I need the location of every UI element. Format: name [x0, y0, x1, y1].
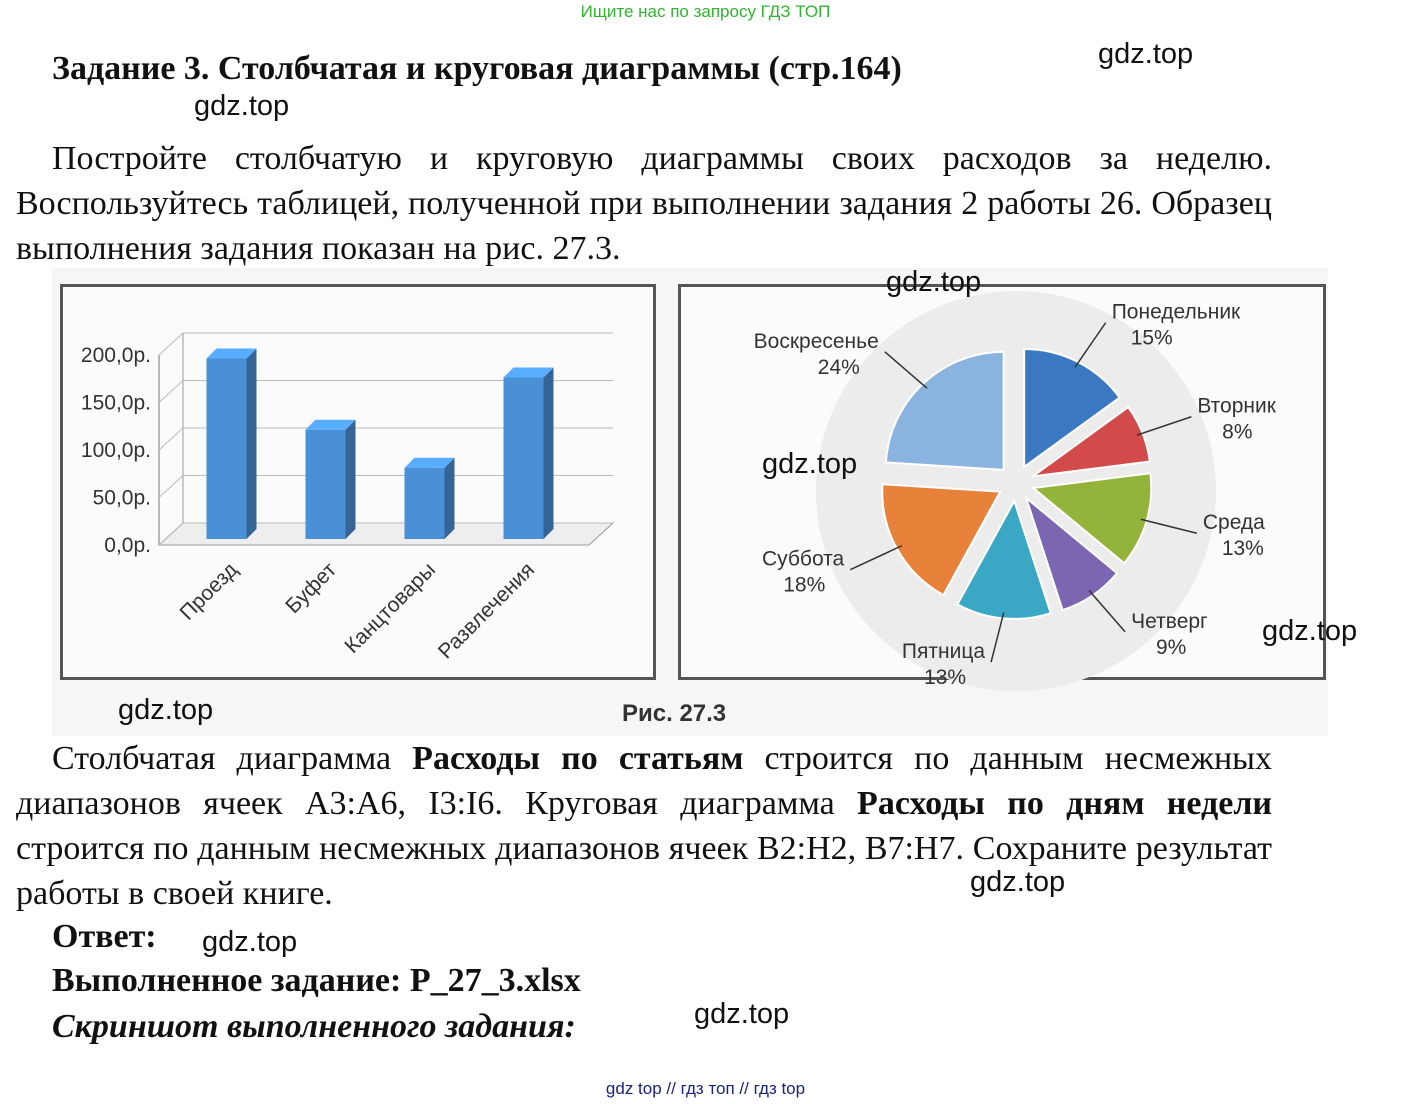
pie-category-label: Четверг [1131, 609, 1208, 633]
watermark: gdz.top [194, 90, 290, 122]
bar-chart-bar [504, 368, 554, 540]
search-hint-link[interactable]: Ищите нас по запросу ГДЗ ТОП [580, 2, 831, 21]
bar-chart-box [60, 284, 656, 680]
bar-chart-bar [306, 420, 356, 539]
bar-chart-category-label: Буфет [281, 558, 342, 619]
done-label: Выполненное задание: P_27_3.xlsx [52, 962, 581, 999]
bar-side [346, 420, 356, 539]
watermark: gdz.top [202, 926, 298, 958]
footer-links[interactable]: gdz top // гдз топ // гдз top [605, 1079, 806, 1098]
bar-side [445, 458, 455, 539]
pie-chart-name: Расходы по дням недели [857, 785, 1272, 822]
pie-value-label: 15% [1130, 326, 1173, 350]
bar-front [405, 468, 445, 539]
bar-chart-y-tick-label: 50,0р. [92, 486, 151, 510]
pie-value-label: 13% [924, 666, 967, 690]
watermark: gdz.top [762, 448, 858, 480]
screenshot-label: Скриншот выполненного задания: [52, 1008, 576, 1045]
watermark: gdz.top [118, 694, 214, 726]
bar-chart-gridline [159, 333, 183, 355]
bar-chart-category-label: Проезд [175, 558, 243, 625]
bar-front [306, 430, 346, 539]
desc-text-2: строится по данным несмежных диапазонов ячеек A3:A6, I3:I6. Круговая диаграмма [16, 740, 1272, 822]
pie-category-label: Суббота [762, 547, 845, 571]
pie-category-label: Пятница [901, 640, 986, 664]
figure-caption: Рис. 27.3 [622, 700, 727, 727]
bar-chart-bar [207, 349, 257, 540]
watermark: gdz.top [886, 266, 982, 298]
watermark: gdz.top [1262, 615, 1358, 647]
desc-text-3: строится по данным несмежных диапазонов ячеек B2:H2, B7:H7. Сохраните результат работы в своей книге. [16, 830, 1272, 912]
watermark: gdz.top [694, 998, 790, 1030]
bar-front [207, 359, 247, 540]
description-paragraph [16, 736, 1272, 916]
bar-chart-y-tick-label: 150,0р. [80, 391, 151, 415]
bar-chart-y-tick-label: 100,0р. [80, 439, 151, 462]
bar-chart-category-label: Канцтовары [340, 558, 441, 658]
bar-chart-y-tick-label: 0,0р. [104, 534, 151, 557]
bar-side [544, 368, 554, 540]
pie-value-label: 24% [817, 355, 860, 379]
bar-chart-name: Расходы по статьям [412, 740, 744, 777]
pie-category-label: Среда [1202, 511, 1265, 535]
watermark: gdz.top [970, 866, 1066, 898]
bar-front [504, 378, 544, 540]
watermark: gdz.top [1098, 38, 1194, 70]
pie-value-label: 8% [1222, 420, 1253, 444]
answer-label: Ответ: [52, 918, 157, 955]
bar-side [247, 349, 257, 540]
bar-chart-category-label: Развлечения [433, 558, 540, 664]
task-intro [16, 136, 1272, 271]
desc-text-1: Столбчатая диаграмма [52, 740, 413, 777]
bar-chart-y-tick-label: 200,0р. [80, 344, 151, 367]
figure-27-3 [52, 268, 1328, 736]
bar-chart-gridline [159, 428, 183, 450]
bar-chart-bar [405, 458, 455, 539]
pie-chart [681, 287, 1323, 690]
pie-chart-box [678, 284, 1326, 690]
pie-value-label: 9% [1155, 635, 1187, 659]
intro-paragraph: Постройте столбчатую и круговую диаграммы своих расходов за неделю. Воспользуйтесь таблицей, полученной при выполнении задания 2 работы 26. Образец выполнения задания показан на рис. 27.3. [16, 140, 1272, 267]
pie-value-label: 18% [783, 573, 826, 597]
bar-chart [63, 287, 653, 677]
task-description [16, 736, 1272, 916]
pie-category-label: Воскресенье [753, 329, 879, 353]
bar-chart-gridline [159, 381, 183, 403]
pie-value-label: 13% [1221, 537, 1264, 561]
bar-chart-gridline [159, 476, 183, 498]
task-title: Задание 3. Столбчатая и круговая диаграммы (стр.164) [52, 50, 902, 87]
pie-category-label: Вторник [1197, 394, 1276, 418]
pie-category-label: Понедельник [1111, 300, 1241, 324]
